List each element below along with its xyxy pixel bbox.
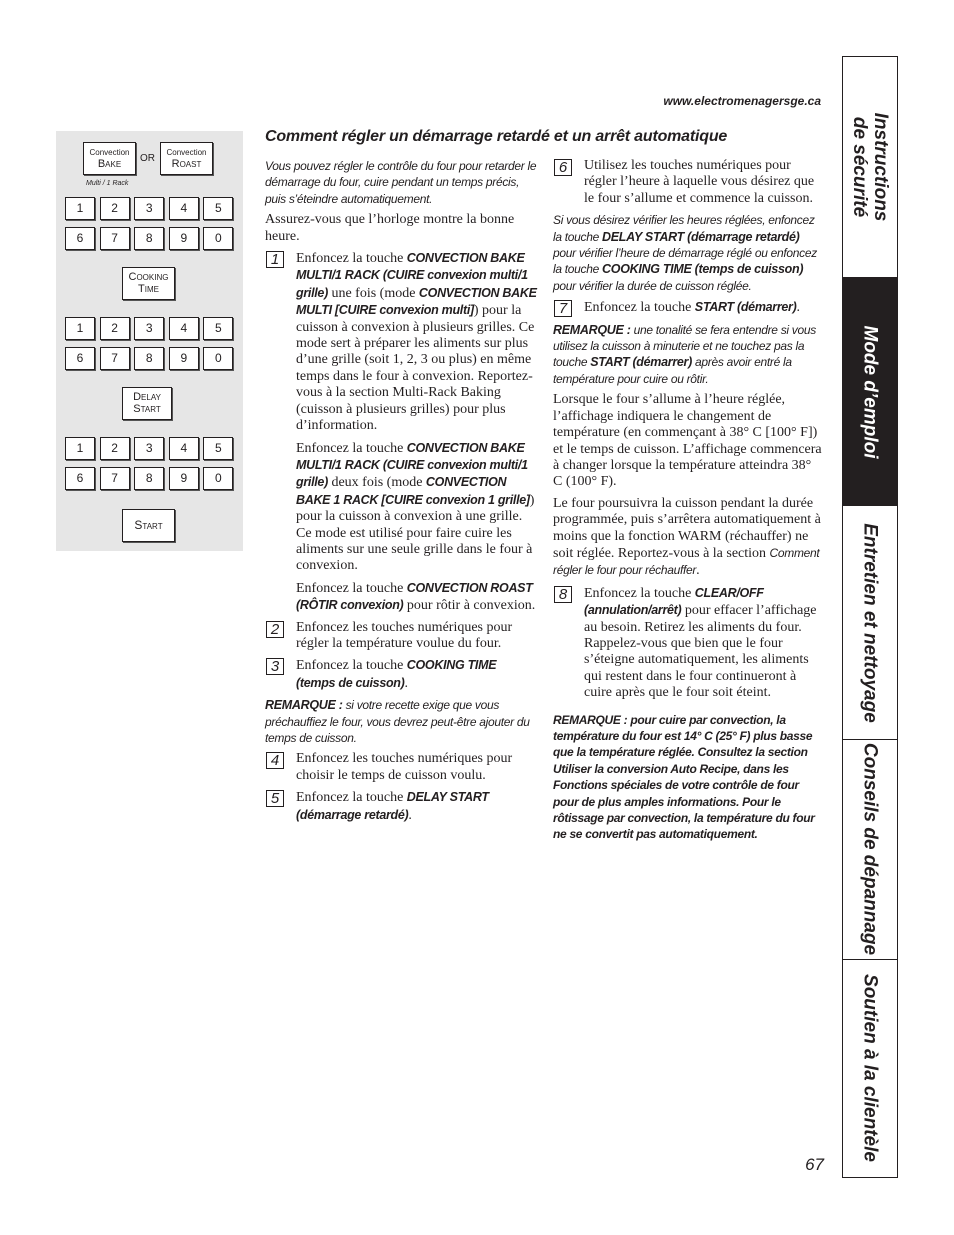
keypad-key-2: 2	[100, 317, 130, 340]
note-2-t3: après avoir entré la température pour cuire ou rôtir.	[553, 355, 792, 386]
keypad-key-9: 9	[169, 227, 199, 250]
tab-mode-emploi-label: Mode d’emploi	[859, 325, 881, 458]
step-7-text	[584, 299, 823, 316]
website-url: www.electromenagersge.ca	[663, 94, 821, 108]
keypad-key-1: 1	[65, 437, 95, 460]
tab-conseils-depannage[interactable]	[843, 739, 897, 959]
keypad-key-0: 0	[203, 347, 233, 370]
step-8-t2: CLEAR/OFF (annulation/arrêt)	[584, 585, 764, 618]
step-1-a4: CONVECTION BAKE MULTI [CUIRE convexion multi]	[296, 285, 537, 318]
step-5	[265, 789, 537, 824]
tab-mode-emploi[interactable]	[843, 277, 897, 506]
section-tabs	[842, 56, 898, 1178]
keypad-key-7: 7	[100, 227, 130, 250]
keypad-key-4: 4	[169, 437, 199, 460]
step-2-number: 2	[266, 621, 284, 638]
step-1	[265, 250, 537, 615]
keypad-key-8: 8	[134, 227, 164, 250]
note-1-label: REMARQUE :	[265, 698, 343, 713]
delay-start-key	[122, 387, 172, 420]
intro-text: Assurez-vous que l’horloge montre la bonne heure.	[265, 212, 515, 244]
keypad-key-0: 0	[203, 227, 233, 250]
intro-italic: Vous pouvez régler le contrôle du four pour retarder le démarrage du four, cuire pendant un temps précis, puis s’éteindre automatiquement.	[265, 159, 537, 206]
step-1-b5: ) pour la cuisson à convexion à une grille. Ce mode est utilisé pour faire cuire les aliments sur une seule grille dans le four à convexion.	[296, 492, 535, 574]
keypad-key-4: 4	[169, 317, 199, 340]
convection-bake-key	[83, 142, 136, 175]
step-6	[553, 158, 823, 207]
step-3-t3: .	[404, 675, 409, 691]
step-3-t2: COOKING TIME (temps de cuisson)	[296, 658, 497, 690]
cooking-time-key	[122, 267, 175, 300]
keypad-key-1: 1	[65, 197, 95, 220]
start-key: Start	[122, 509, 175, 542]
multi-rack-label: Multi / 1 Rack	[86, 180, 129, 187]
cooking-time-line1: Cooking	[128, 271, 169, 283]
keypad-key-3: 3	[134, 317, 164, 340]
keypad-key-3: 3	[134, 437, 164, 460]
step-7-t3: .	[796, 300, 800, 316]
section-heading: Comment régler un démarrage retardé et un arrêt automatique	[265, 128, 728, 145]
step-7-t2: START (démarrer)	[694, 300, 797, 315]
keypad-key-9: 9	[169, 347, 199, 370]
step-6-number: 6	[554, 159, 572, 176]
keypad-key-8: 8	[134, 467, 164, 490]
keypad-key-3: 3	[134, 197, 164, 220]
keypad-key-4: 4	[169, 197, 199, 220]
step-1-b3: deux fois (mode	[327, 475, 426, 491]
keypad-key-6: 6	[65, 347, 95, 370]
tab-soutien-clientele[interactable]	[843, 959, 897, 1177]
step-8-t1: Enfoncez la touche	[584, 585, 695, 601]
step-6-text: Utilisez les touches numériques pour régler l’heure à laquelle vous désirez que le four s’allume et commence la cuisson.	[584, 158, 815, 206]
note-3: REMARQUE : pour cuire par convection, la température du four est 14° C (25° F) plus basse que la température réglée. Consultez la section Utiliser la conversion Auto Recipe, dans les Fonctions spéciales de votre contrôle de four pour de plus amples informations. Pour le rôtissage par convection, la température du four ne se convertit pas automatiquement.	[553, 712, 815, 842]
paragraph-2	[553, 496, 823, 580]
paragraph-2-t3: .	[696, 563, 700, 579]
step-1-b4: CONVECTION BAKE 1 RACK [CUIRE convexion 1 grille]	[296, 475, 530, 507]
keypad-key-9: 9	[169, 467, 199, 490]
convection-roast-key	[160, 142, 213, 175]
or-label: OR	[140, 153, 155, 164]
step-5-t1: Enfoncez la touche	[296, 790, 407, 806]
tab-instructions-label	[849, 113, 891, 222]
step-2-text: Enfoncez les touches numériques pour régler la température voulue du four.	[296, 619, 513, 651]
step-5-number: 5	[266, 790, 284, 807]
keypad-key-6: 6	[65, 227, 95, 250]
step-8	[553, 585, 823, 702]
tab-entretien-label: Entretien et nettoyage	[859, 522, 881, 723]
step-5-text	[296, 789, 537, 824]
step-8-number: 8	[554, 586, 572, 603]
tab-instructions-line1: Instructions	[870, 112, 891, 222]
step-1-c3: pour rôtir à convexion.	[403, 598, 536, 614]
paragraph-2-t2: Comment régler le four pour réchauffer	[553, 545, 820, 578]
step-1-text-a	[296, 250, 537, 434]
verify-v2: DELAY START (démarrage retardé)	[602, 229, 800, 244]
step-1-b2: CONVECTION BAKE MULTI/1 RACK (CUIRE convexion multi/1 grille)	[296, 440, 528, 490]
step-8-t3: pour effacer l’affichage au besoin. Retirez les aliments du four. Rappelez-vous que bien que le four s’éteigne automatiquement, les aliments qui restent dans le four continueront à cuire après que le four soit éteint.	[584, 603, 817, 701]
step-1-a5: ) pour la cuisson à convexion à plusieurs grilles. Ce mode sert à préparer les aliments sur plus d’une grille (soit 1, 2, 3 ou plus) en même temps dans le four à convexion. Reportez-vous à la section Multi-Rack Baking (cuisson à plusieurs grilles) pour plus d’information.	[296, 303, 535, 434]
keypad-key-0: 0	[203, 467, 233, 490]
step-8-text	[584, 585, 823, 702]
verify-v5: pour vérifier la durée de cuisson réglée.	[553, 278, 752, 293]
verify-note	[553, 212, 823, 294]
tab-conseils-label: Conseils de dépannage	[859, 742, 881, 956]
column-left	[265, 158, 537, 829]
keypad-key-8: 8	[134, 347, 164, 370]
step-1-a3: une fois (mode	[327, 285, 419, 301]
convection-bake-line1: Convection	[89, 148, 130, 157]
keypad-key-5: 5	[203, 317, 233, 340]
verify-v1: Si vous désirez vérifier les heures réglées, enfoncez la touche	[553, 213, 815, 244]
step-7-t1: Enfoncez la touche	[584, 300, 695, 316]
step-3-t1: Enfoncez la touche	[296, 658, 407, 674]
keypad-key-6: 6	[65, 467, 95, 490]
step-7	[553, 299, 823, 316]
tab-soutien-label: Soutien à la clientèle	[859, 974, 881, 1162]
step-4-text: Enfoncez les touches numériques pour choisir le temps de cuisson voulu.	[296, 751, 513, 783]
note-2-t1: une tonalité se fera entendre si vous utilisez la cuisson à minuterie et ne touchez pas la touche	[553, 322, 816, 370]
delay-start-line2: Start	[133, 403, 161, 415]
convection-roast-line1: Convection	[166, 148, 207, 157]
keypad-key-7: 7	[100, 467, 130, 490]
page-number: 67	[805, 1155, 824, 1174]
tab-instructions-securite[interactable]	[843, 57, 897, 277]
step-3-number: 3	[266, 658, 284, 675]
step-5-t2: DELAY START (démarrage retardé)	[296, 790, 489, 822]
step-3	[265, 657, 537, 692]
step-1-c2: CONVECTION ROAST (RÔTIR convexion)	[296, 580, 533, 613]
note-2-t2: START (démarrer)	[590, 355, 692, 370]
step-7-number: 7	[554, 300, 572, 317]
note-2-label: REMARQUE :	[553, 322, 631, 337]
paragraph-2-t1: Le four poursuivra la cuisson pendant la durée programmée, puis s’arrêtera automatiquement à moins que la fonction WARM (réchauffer) ne soit réglée. Reportez-vous à la section	[553, 495, 821, 561]
step-4-number: 4	[266, 752, 284, 769]
note-1	[265, 697, 537, 746]
step-5-t3: .	[408, 807, 412, 823]
keypad-key-1: 1	[65, 317, 95, 340]
step-4	[265, 751, 537, 784]
keypad-key-7: 7	[100, 347, 130, 370]
tab-instructions-line2: de sécurité	[849, 116, 870, 218]
verify-v3: pour vérifier l’heure de démarrage réglé ou enfoncez la touche	[553, 246, 817, 277]
note-1-text: si votre recette exige que vous préchauffiez le four, vous devrez peut-être ajouter du temps de cuisson.	[265, 698, 530, 745]
step-3-text	[296, 657, 537, 692]
control-panel-illustration	[56, 131, 243, 551]
step-1-c1: Enfoncez la touche	[296, 580, 407, 596]
keypad-key-5: 5	[203, 197, 233, 220]
step-1-number: 1	[266, 251, 284, 268]
keypad-key-2: 2	[100, 437, 130, 460]
convection-bake-line2: Bake	[97, 158, 122, 170]
step-2	[265, 620, 537, 653]
keypad-key-5: 5	[203, 437, 233, 460]
tab-entretien-nettoyage[interactable]	[843, 506, 897, 739]
step-1-text-c	[296, 580, 537, 615]
convection-roast-line2: Roast	[171, 158, 202, 170]
column-right	[553, 158, 823, 848]
paragraph-1: Lorsque le four s’allume à l’heure réglée, l’affichage indiquera le changement de température (en commençant à 38° C [100° F]) et le temps de cuisson. L’affichage commencera à changer lorsque la température atteindra 38° C (100° F).	[553, 392, 822, 490]
cooking-time-line2: Time	[138, 283, 159, 295]
step-1-a2: CONVECTION BAKE MULTI/1 RACK (CUIRE convexion multi/1 grille)	[296, 251, 528, 300]
step-1-text-b	[296, 440, 537, 575]
delay-start-line1: Delay	[133, 391, 161, 403]
note-2	[553, 322, 823, 388]
step-1-a1: Enfoncez la touche	[296, 251, 407, 267]
verify-v4: COOKING TIME (temps de cuisson)	[602, 262, 804, 277]
step-1-b1: Enfoncez la touche	[296, 440, 407, 456]
keypad-key-2: 2	[100, 197, 130, 220]
